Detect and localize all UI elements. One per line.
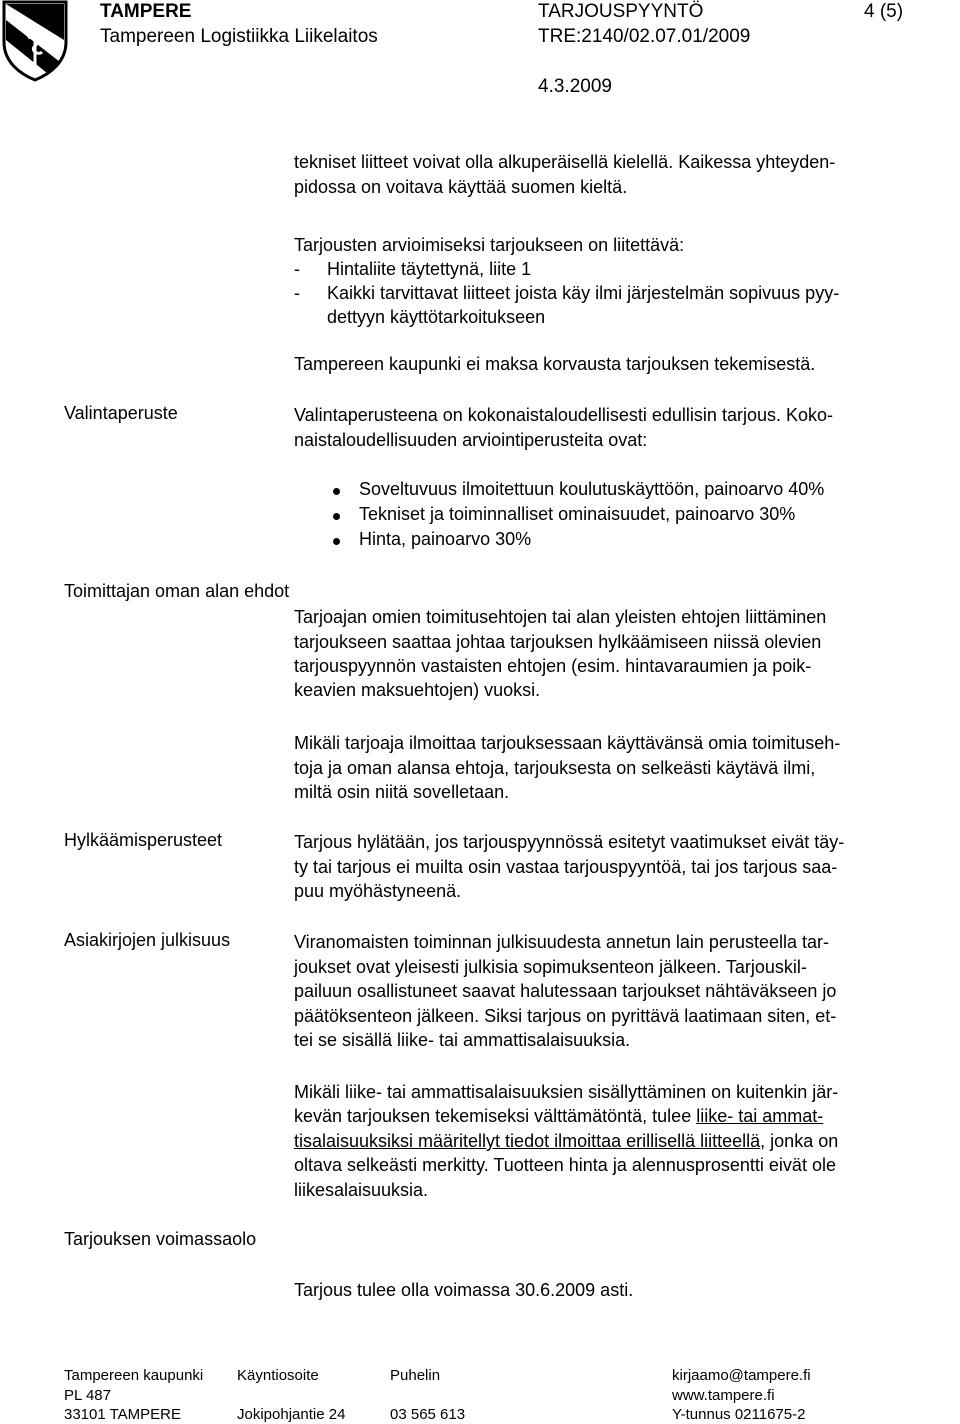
supplier-terms-p1-line: tarjoukseen saattaa johtaa tarjouksen hylkäämiseen niissä olevien — [294, 632, 822, 652]
intro-line-1: tekniset liitteet voivat olla alkuperäisellä kielellä. Kaikessa yhteyden- — [294, 152, 836, 172]
footer-postal: 33101 TAMPERE — [64, 1406, 182, 1423]
publicity-p2-line-2 — [294, 1104, 823, 1129]
footer-website: www.tampere.fi — [672, 1387, 775, 1404]
supplier-terms-p2-line: toja ja oman alansa ehtoja, tarjouksesta on selkeästi käytävä ilmi, — [294, 758, 816, 778]
bullet-dot — [333, 488, 340, 495]
header-city: TAMPERE — [100, 1, 192, 22]
footer-email: kirjaamo@tampere.fi — [672, 1367, 811, 1384]
criteria-line-2: naistaloudellisuuden arviointiperusteita ovat: — [294, 430, 648, 450]
header-doc-type: TARJOUSPYYNTÖ — [538, 1, 704, 22]
header-ref: TRE:2140/02.07.01/2009 — [538, 26, 751, 47]
publicity-label: Asiakirjojen julkisuus — [64, 930, 231, 950]
publicity-p1-line: joukset ovat yleisesti julkisia sopimuksenteon jälkeen. Tarjouskil- — [294, 957, 807, 977]
attach-item-2-line-2: dettyyn käyttötarkoitukseen — [327, 307, 546, 327]
attach-item-2-line-1: Kaikki tarvittavat liitteet joista käy ilmi järjestelmän sopivuus pyy- — [327, 283, 840, 303]
supplier-terms-p1-line: keavien maksuehtojen) vuoksi. — [294, 680, 541, 700]
validity-label: Tarjouksen voimassaolo — [64, 1229, 257, 1249]
supplier-terms-p2-line: miltä osin niitä sovelletaan. — [294, 782, 510, 802]
supplier-terms-p1-line: tarjouspyynnön vastaisten ehtojen (esim. hintavaraumien ja poik- — [294, 656, 812, 676]
criteria-bullet-2: Tekniset ja toiminnalliset ominaisuudet, painoarvo 30% — [359, 504, 796, 524]
publicity-p2-line-1: Mikäli liike- tai ammattisalaisuuksien sisällyttäminen on kuitenkin jär- — [294, 1082, 839, 1102]
attach-dash-1: - — [294, 259, 300, 279]
attach-title: Tarjousten arvioimiseksi tarjoukseen on liitettävä: — [294, 235, 685, 255]
tampere-coat-of-arms-icon — [0, 0, 70, 82]
criteria-bullet-3: Hinta, painoarvo 30% — [359, 529, 532, 549]
bullet-dot — [333, 513, 340, 520]
attach-dash-2: - — [294, 283, 300, 303]
footer-org: Tampereen kaupunki — [64, 1367, 204, 1384]
supplier-terms-p1-line: Tarjoajan omien toimitusehtojen tai alan yleisten ehtojen liittäminen — [294, 607, 827, 627]
rejection-line: Tarjous hylätään, jos tarjouspyynnössä esitetyt vaatimukset eivät täy- — [294, 832, 845, 852]
publicity-p1-line: Viranomaisten toiminnan julkisuudesta annetun lain perusteella tar- — [294, 932, 829, 952]
validity-text: Tarjous tulee olla voimassa 30.6.2009 asti. — [294, 1280, 634, 1300]
footer-po-box: PL 487 — [64, 1387, 111, 1404]
criteria-bullet-1: Soveltuvuus ilmoitettuun koulutuskäyttöön, painoarvo 40% — [359, 479, 825, 499]
intro-line-2: pidossa on voitava käyttää suomen kieltä. — [294, 177, 628, 197]
bullet-dot — [333, 538, 340, 545]
footer-business-id: Y-tunnus 0211675-2 — [672, 1406, 806, 1423]
publicity-p2-line-2-underlined: liike- tai ammat- — [696, 1106, 824, 1126]
footer-visit-address: Jokipohjantie 24 — [237, 1406, 346, 1423]
header-org: Tampereen Logistiikka Liikelaitos — [100, 26, 378, 47]
publicity-p1-line: pailuun osallistuneet saavat halutessaan tarjoukset nähtäväkseen jo — [294, 981, 837, 1001]
publicity-p2-line-4: oltava selkeästi merkitty. Tuotteen hinta ja alennusprosentti eivät ole — [294, 1155, 836, 1175]
publicity-p2-line-3-plain: , jonka on — [760, 1131, 839, 1151]
footer-visit-label: Käyntiosoite — [237, 1367, 319, 1384]
supplier-terms-p2-line: Mikäli tarjoaja ilmoittaa tarjouksessaan käyttävänsä omia toimituseh- — [294, 733, 841, 753]
criteria-line-1: Valintaperusteena on kokonaistaloudellisesti edullisin tarjous. Koko- — [294, 405, 833, 425]
header-page: 4 (5) — [864, 1, 904, 22]
criteria-label: Valintaperuste — [64, 403, 178, 423]
footer-phone: 03 565 613 — [390, 1406, 466, 1423]
publicity-p2-line-3-underlined: tisalaisuuksiksi määritellyt tiedot ilmoittaa erillisellä liitteellä — [294, 1131, 761, 1151]
rejection-label: Hylkäämisperusteet — [64, 830, 223, 850]
publicity-p2-line-2-plain: kevän tarjouksen tekemiseksi välttämätöntä, tulee — [294, 1106, 697, 1126]
supplier-terms-label: Toimittajan oman alan ehdot — [64, 581, 290, 601]
no-compensation-text: Tampereen kaupunki ei maksa korvausta tarjouksen tekemisestä. — [294, 354, 816, 374]
rejection-line: ty tai tarjous ei muilta osin vastaa tarjouspyyntöä, tai jos tarjous saa- — [294, 857, 838, 877]
publicity-p2-line-3 — [294, 1129, 838, 1154]
footer-phone-label: Puhelin — [390, 1367, 441, 1384]
header-date: 4.3.2009 — [538, 76, 612, 97]
attach-item-1: Hintaliite täytettynä, liite 1 — [327, 259, 532, 279]
publicity-p1-line: päätöksenteon jälkeen. Siksi tarjous on pyrittävä laatimaan siten, et- — [294, 1006, 837, 1026]
publicity-p2-line-5: liikesalaisuuksia. — [294, 1180, 429, 1200]
rejection-line: puu myöhästyneenä. — [294, 881, 462, 901]
publicity-p1-line: tei se sisällä liike- tai ammattisalaisuuksia. — [294, 1030, 631, 1050]
